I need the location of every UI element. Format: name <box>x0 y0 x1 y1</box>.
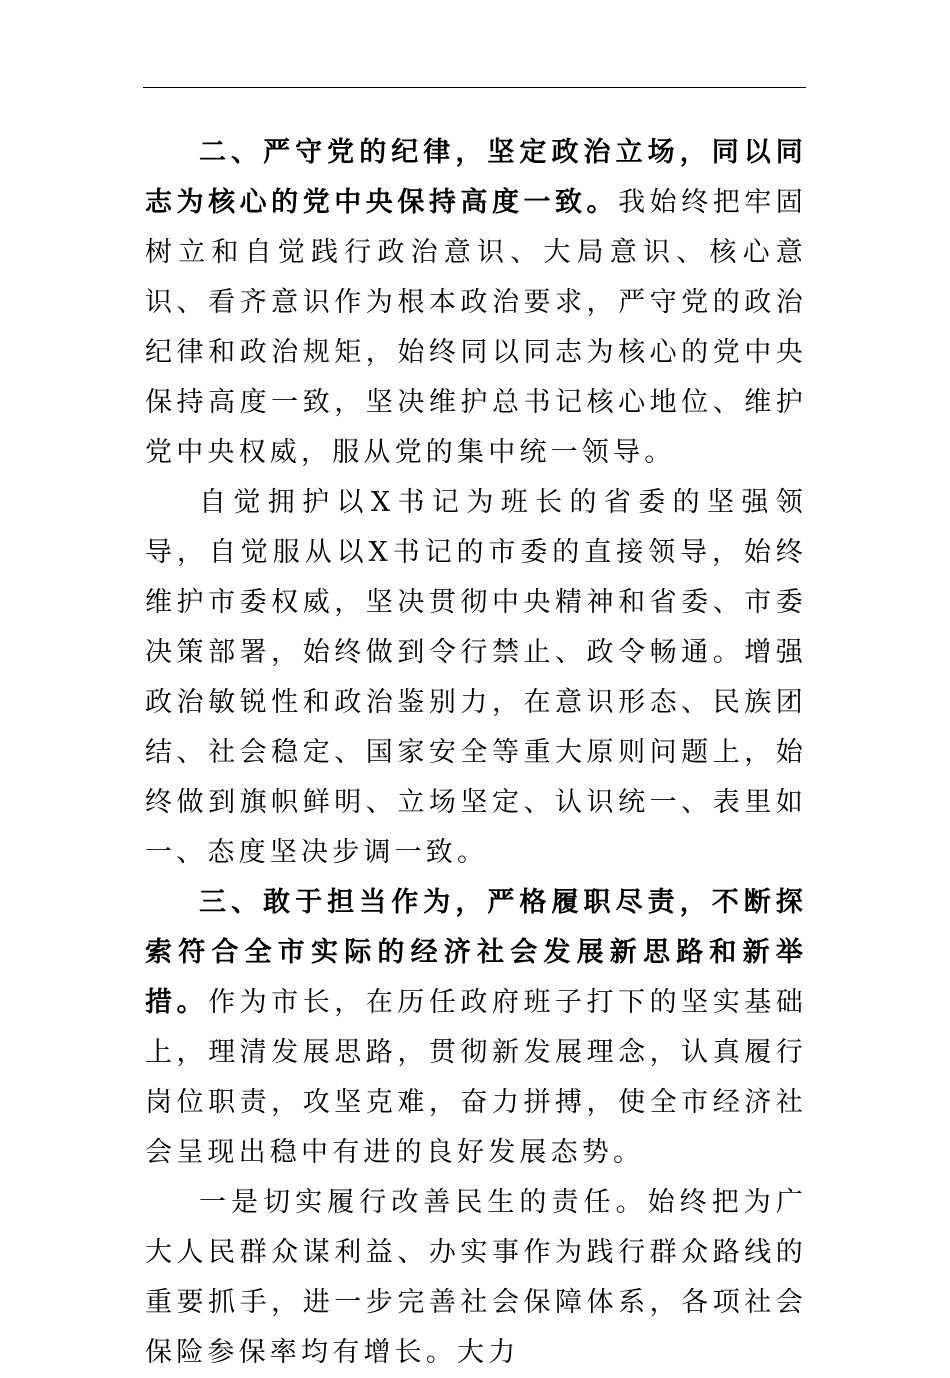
paragraph-text: 一是切实履行改善民生的责任。始终把为广大人民群众谋利益、办实事作为践行群众路线的重要抓手，进一步完善社会保障体系，各项社会保险参保率均有增长。大力 <box>145 1187 807 1368</box>
paragraph-party-discipline <box>145 128 807 478</box>
section-heading-two: 二、严守党的纪律，坚定政治立场，同以同志为核心的党中央保持高度一致。 <box>145 137 807 218</box>
document-body <box>145 128 807 1378</box>
paragraph-text: 我始终把牢固树立和自觉践行政治意识、大局意识、核心意识、看齐意识作为根本政治要求，严守党的政治纪律和政治规矩，始终同以同志为核心的党中央保持高度一致，坚决维护总书记核心地位、维护党中央权威，服从党的集中统一领导。 <box>145 187 808 468</box>
paragraph-responsibility <box>145 878 807 1178</box>
paragraph-support-leadership <box>145 478 807 878</box>
header-rule <box>143 87 806 88</box>
paragraph-text: 自觉拥护以X书记为班长的省委的坚强领导，自觉服从以X书记的市委的直接领导，始终维护市委权威，坚决贯彻中央精神和省委、市委决策部署，始终做到令行禁止、政令畅通。增强政治敏锐性和政治鉴别力，在意识形态、民族团结、社会稳定、国家安全等重大原则问题上，始终做到旗帜鲜明、立场坚定、认识统一、表里如一、态度坚决步调一致。 <box>145 487 807 868</box>
section-heading-three: 三、敢于担当作为，严格履职尽责，不断探索符合全市实际的经济社会发展新思路和新举措。 <box>145 887 807 1018</box>
paragraph-text: 作为市长，在历任政府班子打下的坚实基础上，理清发展思路，贯彻新发展理念，认真履行岗位职责，攻坚克难，奋力拼搏，使全市经济社会呈现出稳中有进的良好发展态势。 <box>145 987 807 1168</box>
paragraph-livelihood <box>145 1178 807 1378</box>
